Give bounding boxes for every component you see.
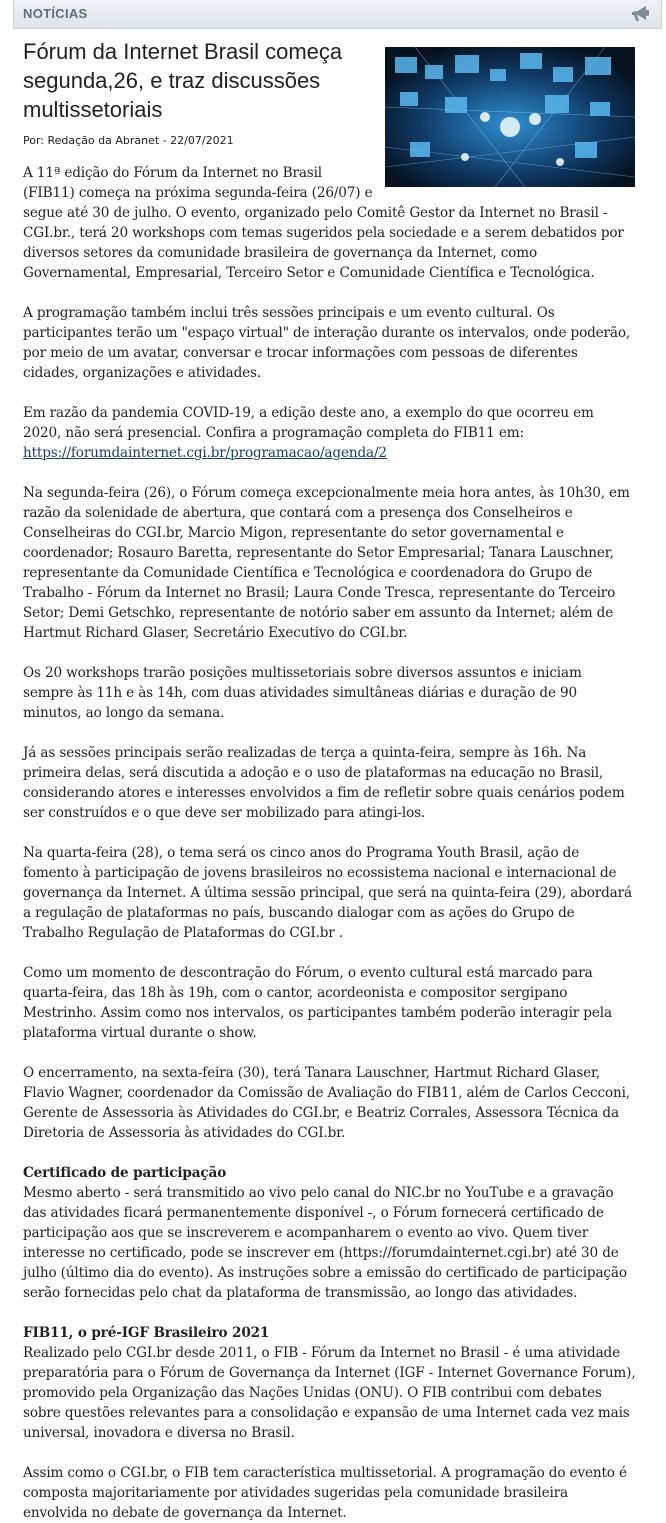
paragraph: Os 20 workshops trarão posições multissetoriais sobre diversos assuntos e iniciam sempre às 11h e às 14h, com duas atividades simultâneas diárias e duração de 90 minutos, ao longo da semana. [23,665,582,721]
certificate-heading: Certificado de participação [23,1165,227,1181]
paragraph: Assim como o CGI.br, o FIB tem característica multissetorial. A programação do evento é composta majoritariamente por atividades sugeridas pela comunidade brasileira envolvida no debate de governança da Internet. [23,1465,627,1521]
paragraph: A programação também inclui três sessões principais e um evento cultural. Os participantes terão um "espaço virtual" de interação durante os intervalos, onde poderão, por meio de um avatar, conversar e trocar informações com pessoas de diferentes cidades, organizações e atividades. [23,305,631,381]
paragraph-text: Realizado pelo CGI.br desde 2011, o FIB - Fórum da Internet no Brasil - é uma atividade preparatória para o Fórum de Governança da Internet (IGF - Internet Governance Forum), promovido pela Organização das Nações Unidas (ONU). O FIB contribui com debates sobre questões relevantes para a consolidação e expansão de uma Internet cada vez mais universal, inovadora e diversa no Brasil. [23,1345,636,1441]
paragraph: A 11ª edição do Fórum da Internet no Brasil (FIB11) começa na próxima segunda-feira (26/07) e segue até 30 de julho. O evento, organizado pelo Comitê Gestor da Internet no Brasil - CGI.br., terá 20 workshops com temas sugeridos pela sociedade e a serem debatidos por diversos setores da comunidade brasileira de governança da Internet, como Governamental, Empresarial, Terceiro Setor e Comunidade Científica e Tecnológica. [23,165,624,281]
paragraph [23,1163,636,1303]
agenda-link[interactable]: https://forumdainternet.cgi.br/programacao/agenda/2 [23,445,387,461]
digital-network-image [385,47,635,187]
paragraph [23,403,636,463]
paragraph-text: Em razão da pandemia COVID-19, a edição deste ano, a exemplo do que ocorreu em 2020, não será presencial. Confira a programação completa do FIB11 em: [23,405,594,441]
paragraph: Na quarta-feira (28), o tema será os cinco anos do Programa Youth Brasil, ação de fomento à participação de jovens brasileiros no ecossistema nacional e internacional de governança da Internet. A última sessão principal, que será na quinta-feira (29), abordará a regulação de plataformas no país, buscando dialogar com as ações do Grupo de Trabalho Regulação de Plataformas do CGI.br . [23,845,632,941]
paragraph: Na segunda-feira (26), o Fórum começa excepcionalmente meia hora antes, às 10h30, em razão da solenidade de abertura, que contará com a presença dos Conselheiros e Conselheiras do CGI.br, Marcio Migon, representante do setor governamental e coordenador; Rosauro Baretta, representante do Setor Empresarial; Tanara Lauschner, representante da Comunidade Científica e Tecnológica e coordenadora do Grupo de Trabalho - Fórum da Internet no Brasil; Laura Conde Tresca, representante do Terceiro Setor; Demi Getschko, representante de notório saber em assunto da Internet; além de Hartmut Richard Glaser, Secretário Executivo do CGI.br. [23,485,630,641]
paragraph-text: Mesmo aberto - será transmitido ao vivo pelo canal do NIC.br no YouTube e a gravação das atividades ficará permanentemente disponível -, o Fórum fornecerá certificado de participação aos que se inscreverem e acompanharem o evento ao vivo. Quem tiver interesse no certificado, pode se inscrever em (https://forumdainternet.cgi.br) até 30 de julho (último dia do evento). As instruções sobre a emissão do certificado de participação serão fornecidas pelo chat da plataforma de transmissão, ao longo das atividades. [23,1185,627,1301]
fib-heading: FIB11, o pré-IGF Brasileiro 2021 [23,1325,270,1341]
paragraph: Já as sessões principais serão realizadas de terça a quinta-feira, sempre às 16h. Na primeira delas, será discutida a adoção e o uso de plataformas na educação no Brasil, considerando atores e interesses envolvidos a fim de refletir sobre quais cenários podem ser construídos e o que deve ser mobilizado para atingi-los. [23,745,625,821]
paragraph: Como um momento de descontração do Fórum, o evento cultural está marcado para quarta-feira, das 18h às 19h, com o cantor, acordeonista e compositor sergipano Mestrinho. Assim como nos intervalos, os participantes também poderão interagir pela plataforma virtual durante o show. [23,965,612,1041]
paragraph [23,1323,636,1443]
article-byline: Por: Redação da Abranet - 22/07/2021 [23,134,234,147]
section-header [13,0,662,29]
megaphone-icon[interactable] [629,4,651,24]
section-label: NOTÍCIAS [23,6,88,21]
article-title: Fórum da Internet Brasil começa segunda,26, e traz discussões multissetoriais [23,39,343,122]
paragraph: O encerramento, na sexta-feira (30), terá Tanara Lauschner, Hartmut Richard Glaser, Flavio Wagner, coordenador da Comissão de Avaliação do FIB11, além de Carlos Cecconi, Gerente de Assessoria às Atividades do CGI.br, e Beatriz Corrales, Assessora Técnica da Diretoria de Assessoria às atividades do CGI.br. [23,1065,630,1141]
article [0,37,666,1523]
